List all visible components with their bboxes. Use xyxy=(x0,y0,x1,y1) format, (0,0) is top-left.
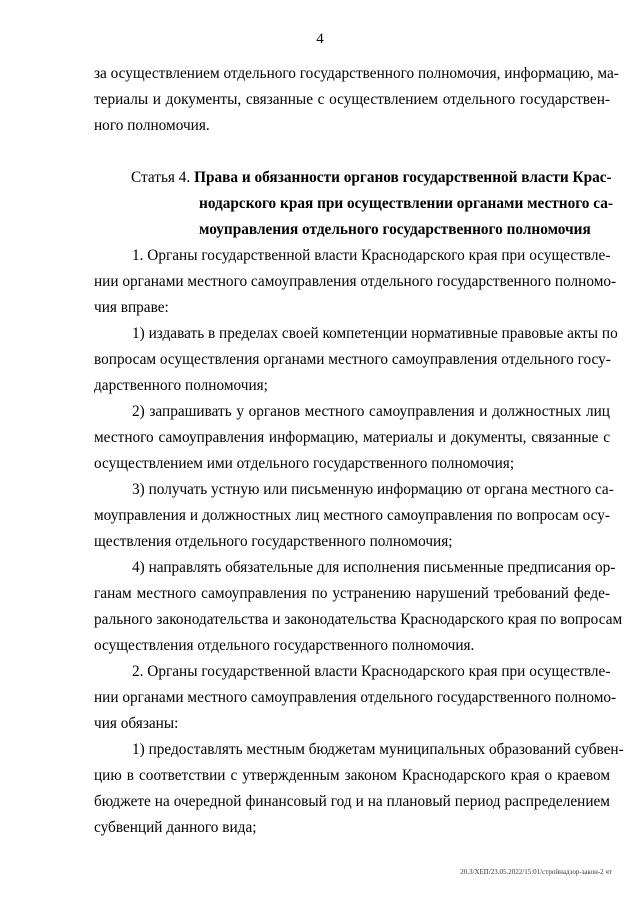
intro-line: териалы и документы, связанные с осуществлением отдельного государствен- xyxy=(94,91,610,108)
body-line: местного самоуправления информацию, материалы и документы, связанные с xyxy=(94,429,610,446)
body-line: осуществления отдельного государственного полномочия. xyxy=(94,637,475,654)
body-line: ганам местного самоуправления по устранению нарушений требований феде- xyxy=(94,585,610,602)
article-prefix: Статья 4. xyxy=(131,169,191,186)
intro-line: ного полномочия. xyxy=(94,117,210,134)
body-line: 1) предоставлять местным бюджетам муниципальных образований субвен- xyxy=(132,741,624,758)
article-title: Права и обязанности органов государственной власти Крас- xyxy=(194,169,612,186)
body-line: 2) запрашивать у органов местного самоуправления и должностных лиц xyxy=(132,403,610,420)
body-line: рального законодательства и законодательства Краснодарского края по вопросам xyxy=(94,611,623,628)
document-footer: 20.3/ХЕП/23.05.2022/15:01/стройнадзор-закон-2 чт xyxy=(460,868,612,876)
body-line: 1. Органы государственной власти Краснодарского края при осуществле- xyxy=(132,247,611,264)
body-line: нии органами местного самоуправления отдельного государственного полномо- xyxy=(94,273,617,290)
body-line: цию в соответствии с утвержденным законом Краснодарского края о краевом xyxy=(94,767,610,784)
body-line: бюджете на очередной финансовый год и на плановый период распределением xyxy=(94,793,610,810)
body-line: дарственного полномочия; xyxy=(94,377,268,394)
article-title: нодарского края при осуществлении органами местного са- xyxy=(199,195,613,212)
body-line: субвенций данного вида; xyxy=(94,819,257,836)
intro-line: за осуществлением отдельного государственного полномочия, информацию, ма- xyxy=(94,65,619,82)
body-line: 2. Органы государственной власти Краснодарского края при осуществле- xyxy=(132,663,611,680)
page-number: 4 xyxy=(316,31,324,47)
body-line: чия обязаны: xyxy=(94,715,179,732)
body-line: осуществлением ими отдельного государственного полномочия; xyxy=(94,455,515,472)
body-line: чия вправе: xyxy=(94,299,169,316)
body-line: 4) направлять обязательные для исполнения письменные предписания ор- xyxy=(132,559,616,576)
article-heading-line xyxy=(131,166,610,190)
body-line: ществления отдельного государственного полномочия; xyxy=(94,533,453,550)
body-line: моуправления и должностных лиц местного самоуправления по вопросам осу- xyxy=(94,507,610,524)
body-line: 3) получать устную или письменную информацию от органа местного са- xyxy=(132,481,614,498)
body-line: 1) издавать в пределах своей компетенции нормативные правовые акты по xyxy=(132,325,618,342)
body-line: вопросам осуществления органами местного самоуправления отдельного госу- xyxy=(94,351,611,368)
article-title: моуправления отдельного государственного полномочия xyxy=(199,221,591,238)
body-line: нии органами местного самоуправления отдельного государственного полномо- xyxy=(94,689,617,706)
